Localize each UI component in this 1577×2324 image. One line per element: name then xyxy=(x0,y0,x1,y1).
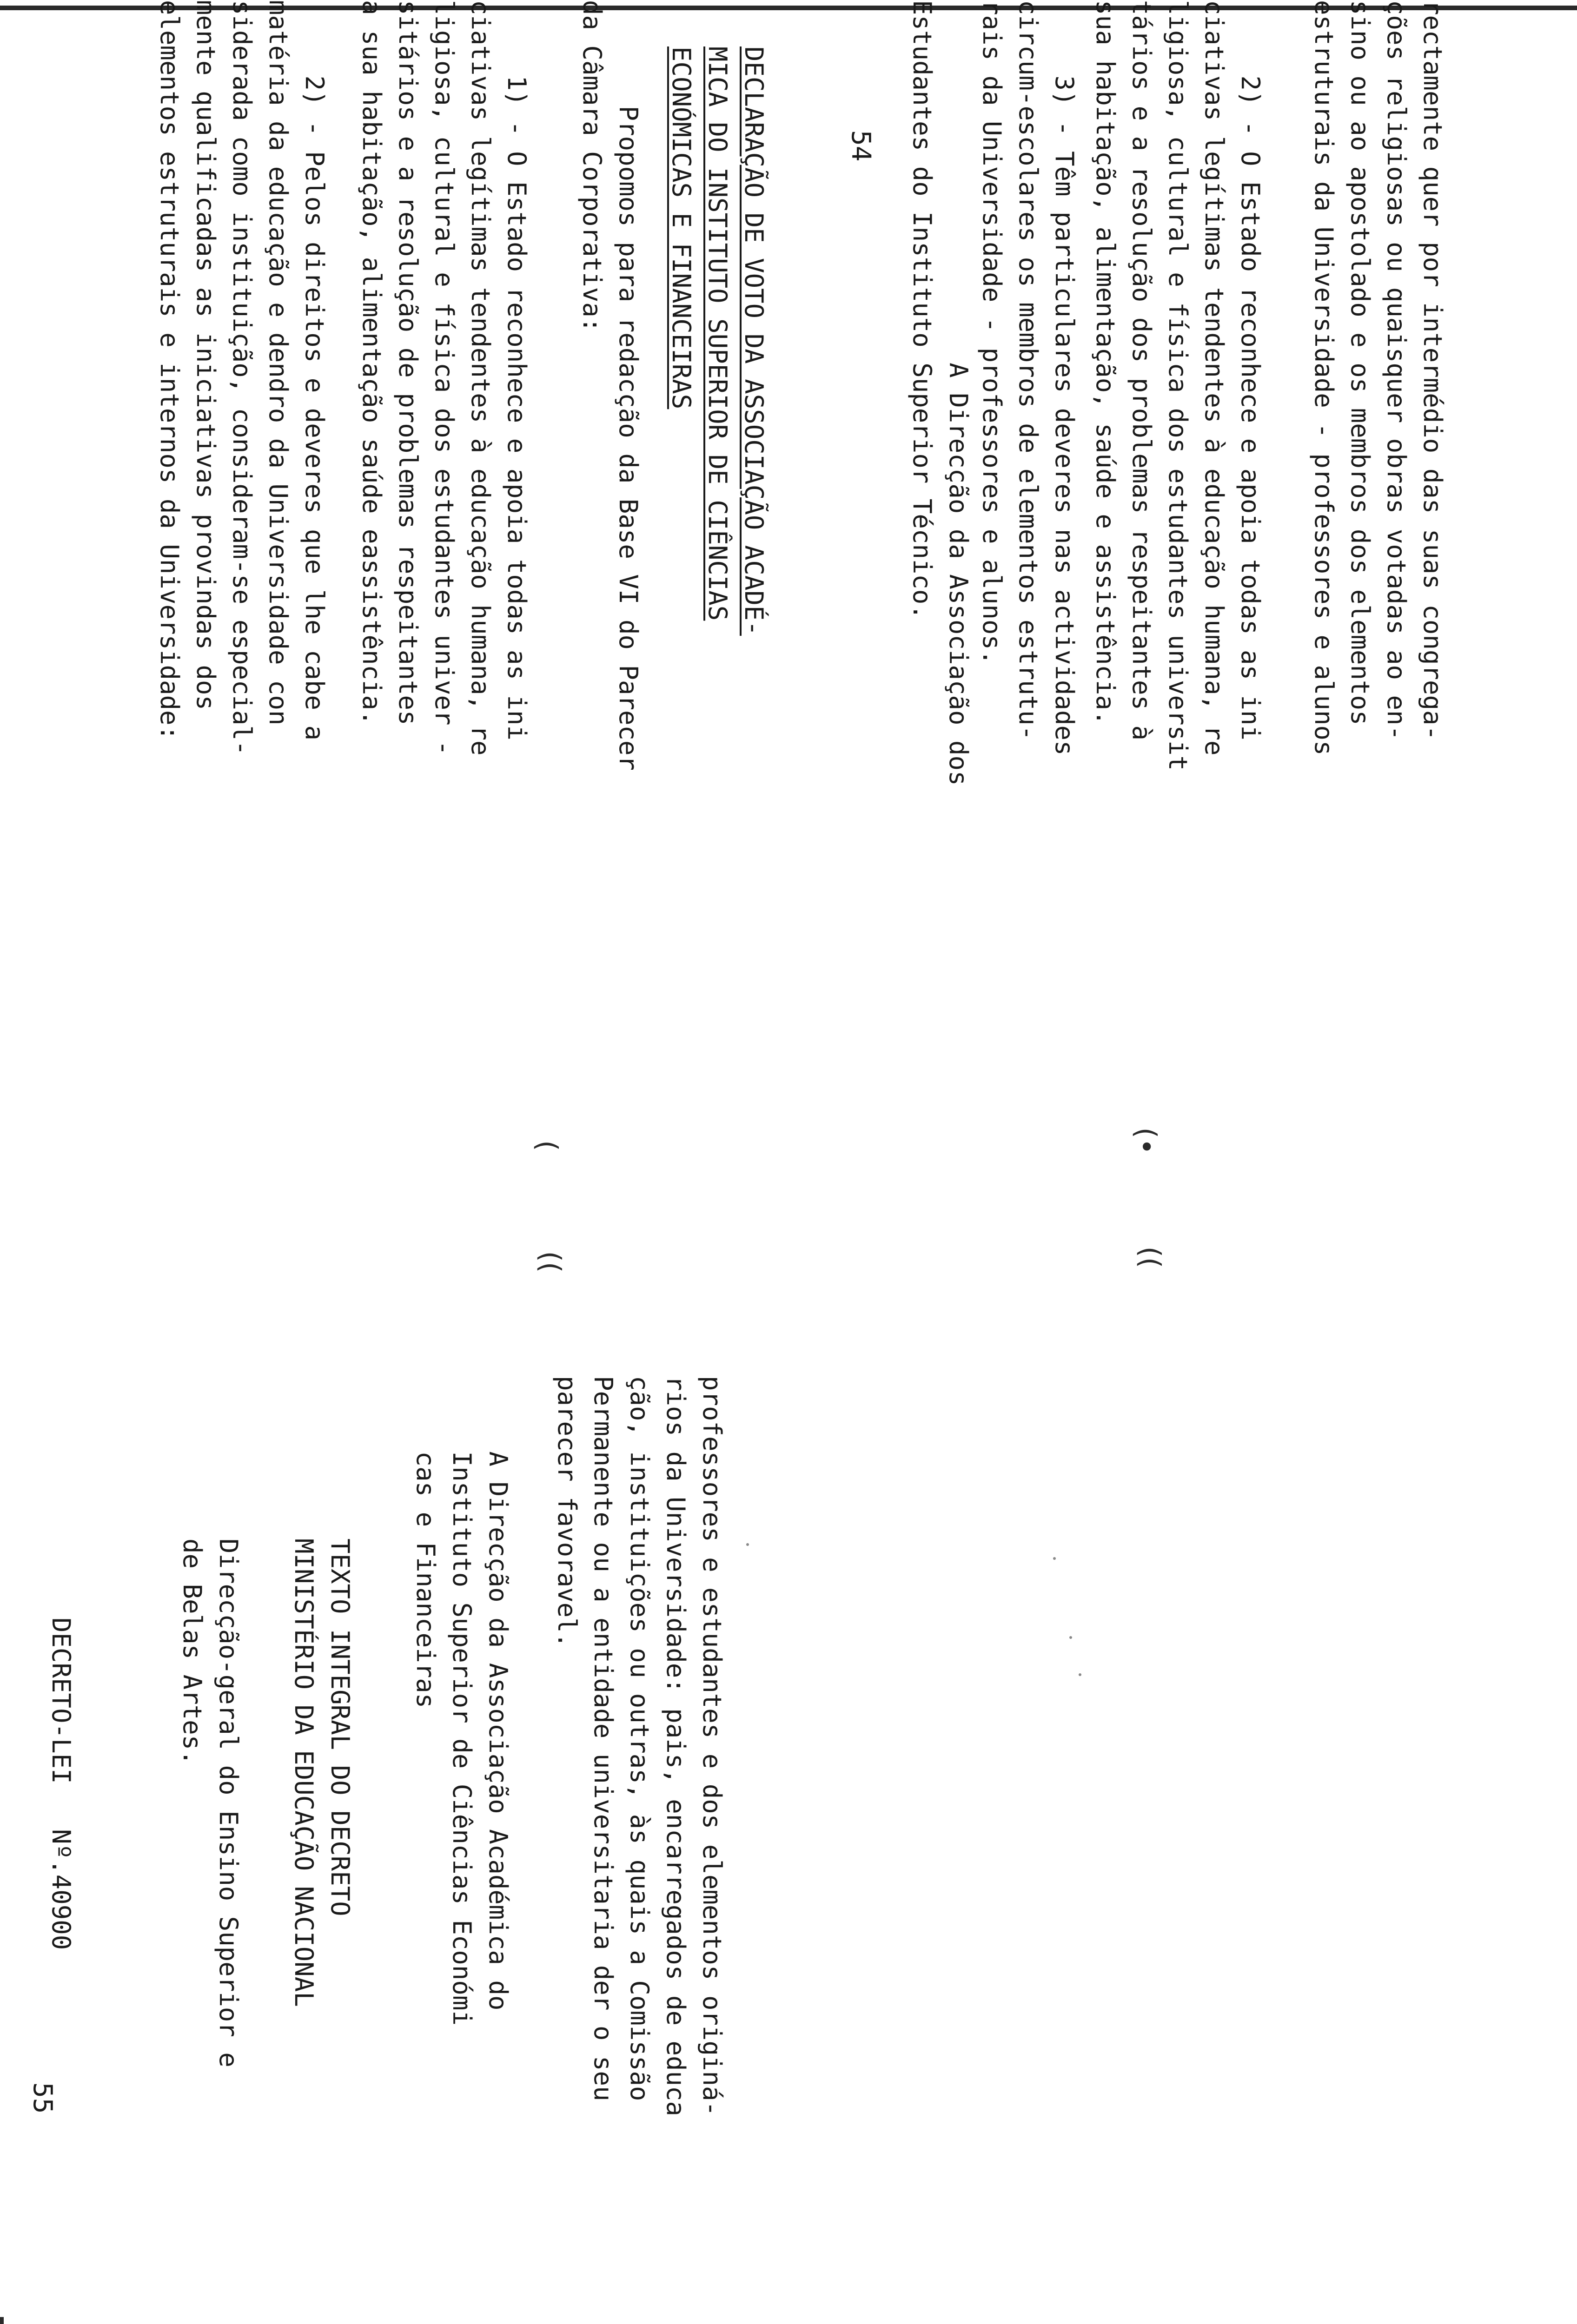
text-line: sitários e a resolução de problemas respeitantes xyxy=(393,0,423,726)
text-line: ligiosa, cultural e física dos estudantes univer - xyxy=(430,0,459,756)
binder-hole-mark: (( xyxy=(1133,1246,1166,1268)
heading-line: DECLARAÇÃO DE VOTO DA ASSOCIAÇÃO ACADÉ- xyxy=(739,46,769,636)
heading-line: MINISTÉRIO DA EDUCAÇÃO NACIONAL xyxy=(289,1538,318,2007)
text-line: professores e estudantes e dos elementos originá- xyxy=(697,1376,727,2117)
text-line: Permanente ou a entidade universitaria der o seu xyxy=(589,1376,618,2101)
text-line: Instituto Superior de Ciências Económi xyxy=(447,1376,477,2026)
binder-hole-mark: (( xyxy=(534,1251,567,1273)
text-line: da Câmara Corporativa: xyxy=(577,0,607,333)
heading-line: MICA DO INSTITUTO SUPERIOR DE CIÊNCIAS xyxy=(703,46,732,621)
text-line: ciativas legítimas tendentes à educação humana, re xyxy=(466,0,495,756)
text-line: sino ou ao apostolado e os membros dos elementos xyxy=(1345,0,1375,726)
text-line: parecer favoravel. xyxy=(552,1376,582,1648)
text-line: A Direcção da Associação Académica do xyxy=(484,1376,513,2011)
text-line: ciativas legítimas tendentes à educação humana, re xyxy=(1199,0,1229,756)
paragraph-item-3 xyxy=(974,0,1082,2278)
binder-hole-mark: ( xyxy=(530,1140,563,1151)
page-55 xyxy=(28,0,725,2278)
paragraph-item-2 xyxy=(1087,0,1268,2278)
text-line: rectamente quer por intermédio das suas congrega- xyxy=(1418,0,1447,741)
text-line: ções religiosas ou quaisquer obras votadas ao en- xyxy=(1382,0,1411,741)
decree-title xyxy=(43,1618,79,2268)
signature-block xyxy=(904,0,976,2278)
binder-hole-mark: (• xyxy=(1129,1127,1162,1155)
heading-line: ECONÓMICAS E FINANCEIRAS xyxy=(667,46,696,409)
page-number: 55 xyxy=(27,2082,58,2114)
text-line: 3) - Têm particulares deveres nas actividades xyxy=(1050,0,1079,756)
text-line: siderada como instituição, consideram-se especial- xyxy=(227,0,257,756)
heading-line: TEXTO INTEGRAL DO DECRETO xyxy=(325,1538,355,1916)
text-line: Direcção-geral do Ensino Superior e xyxy=(214,1538,243,2067)
text-line: 1) - O Estado reconhece e apoia todas as ini xyxy=(502,0,531,741)
text-line: a sua habitação, alimentação saúde eassistência. xyxy=(357,0,386,726)
paragraph-continued xyxy=(1305,0,1451,2278)
text-line: rios da Universidade: pais, encarregados de educa xyxy=(661,1376,690,2117)
text-line: circum-escolares os membros de elementos estrutu- xyxy=(1014,0,1043,741)
text-line: Propomos para redacção da Base VI do Parecer xyxy=(614,0,643,771)
signature-block xyxy=(407,1376,516,2259)
text-line: Estudantes do Instituto Superior Técnico. xyxy=(908,0,937,620)
paragraph-continued xyxy=(549,1376,730,2259)
heading-line: DECRETO-LEI Nº.40900 xyxy=(46,1618,76,1950)
text-line: 2) - O Estado reconhece e apoia todas as ini xyxy=(1236,0,1265,741)
text-line: sua habitação, alimentação, saúde e assistência. xyxy=(1091,0,1120,726)
text-line: A Direcção da Associação dos xyxy=(944,0,973,786)
text-line: mente qualificadas as iniciativas provindas dos xyxy=(191,0,220,711)
text-line: cas e Financeiras xyxy=(411,1376,440,1709)
text-line: ligiosa, cultural e física dos estudantes universit xyxy=(1163,0,1193,771)
text-line: ção, instituições ou outras, às quais a Comissão xyxy=(625,1376,654,2101)
text-line: elementos estruturais e internos da Universidade: xyxy=(155,0,184,741)
direction-line xyxy=(174,1538,246,2282)
text-line: rais da Universidade - professores e alunos. xyxy=(977,0,1007,665)
scan-edge-mark xyxy=(0,2317,4,2324)
text-line: de Belas Artes. xyxy=(178,1538,207,1765)
text-line: matéria da educação e dendro da Universidade con xyxy=(264,0,293,726)
page-number: 54 xyxy=(846,130,876,162)
text-line: 2) - Pelos direitos e deveres que lhe cabe a xyxy=(300,0,329,741)
decree-header xyxy=(285,1538,358,2282)
text-line: tários e a resolução dos problemas respeitantes à xyxy=(1127,0,1156,741)
text-line: estruturais da Universidade - professores e alunos xyxy=(1309,0,1338,756)
